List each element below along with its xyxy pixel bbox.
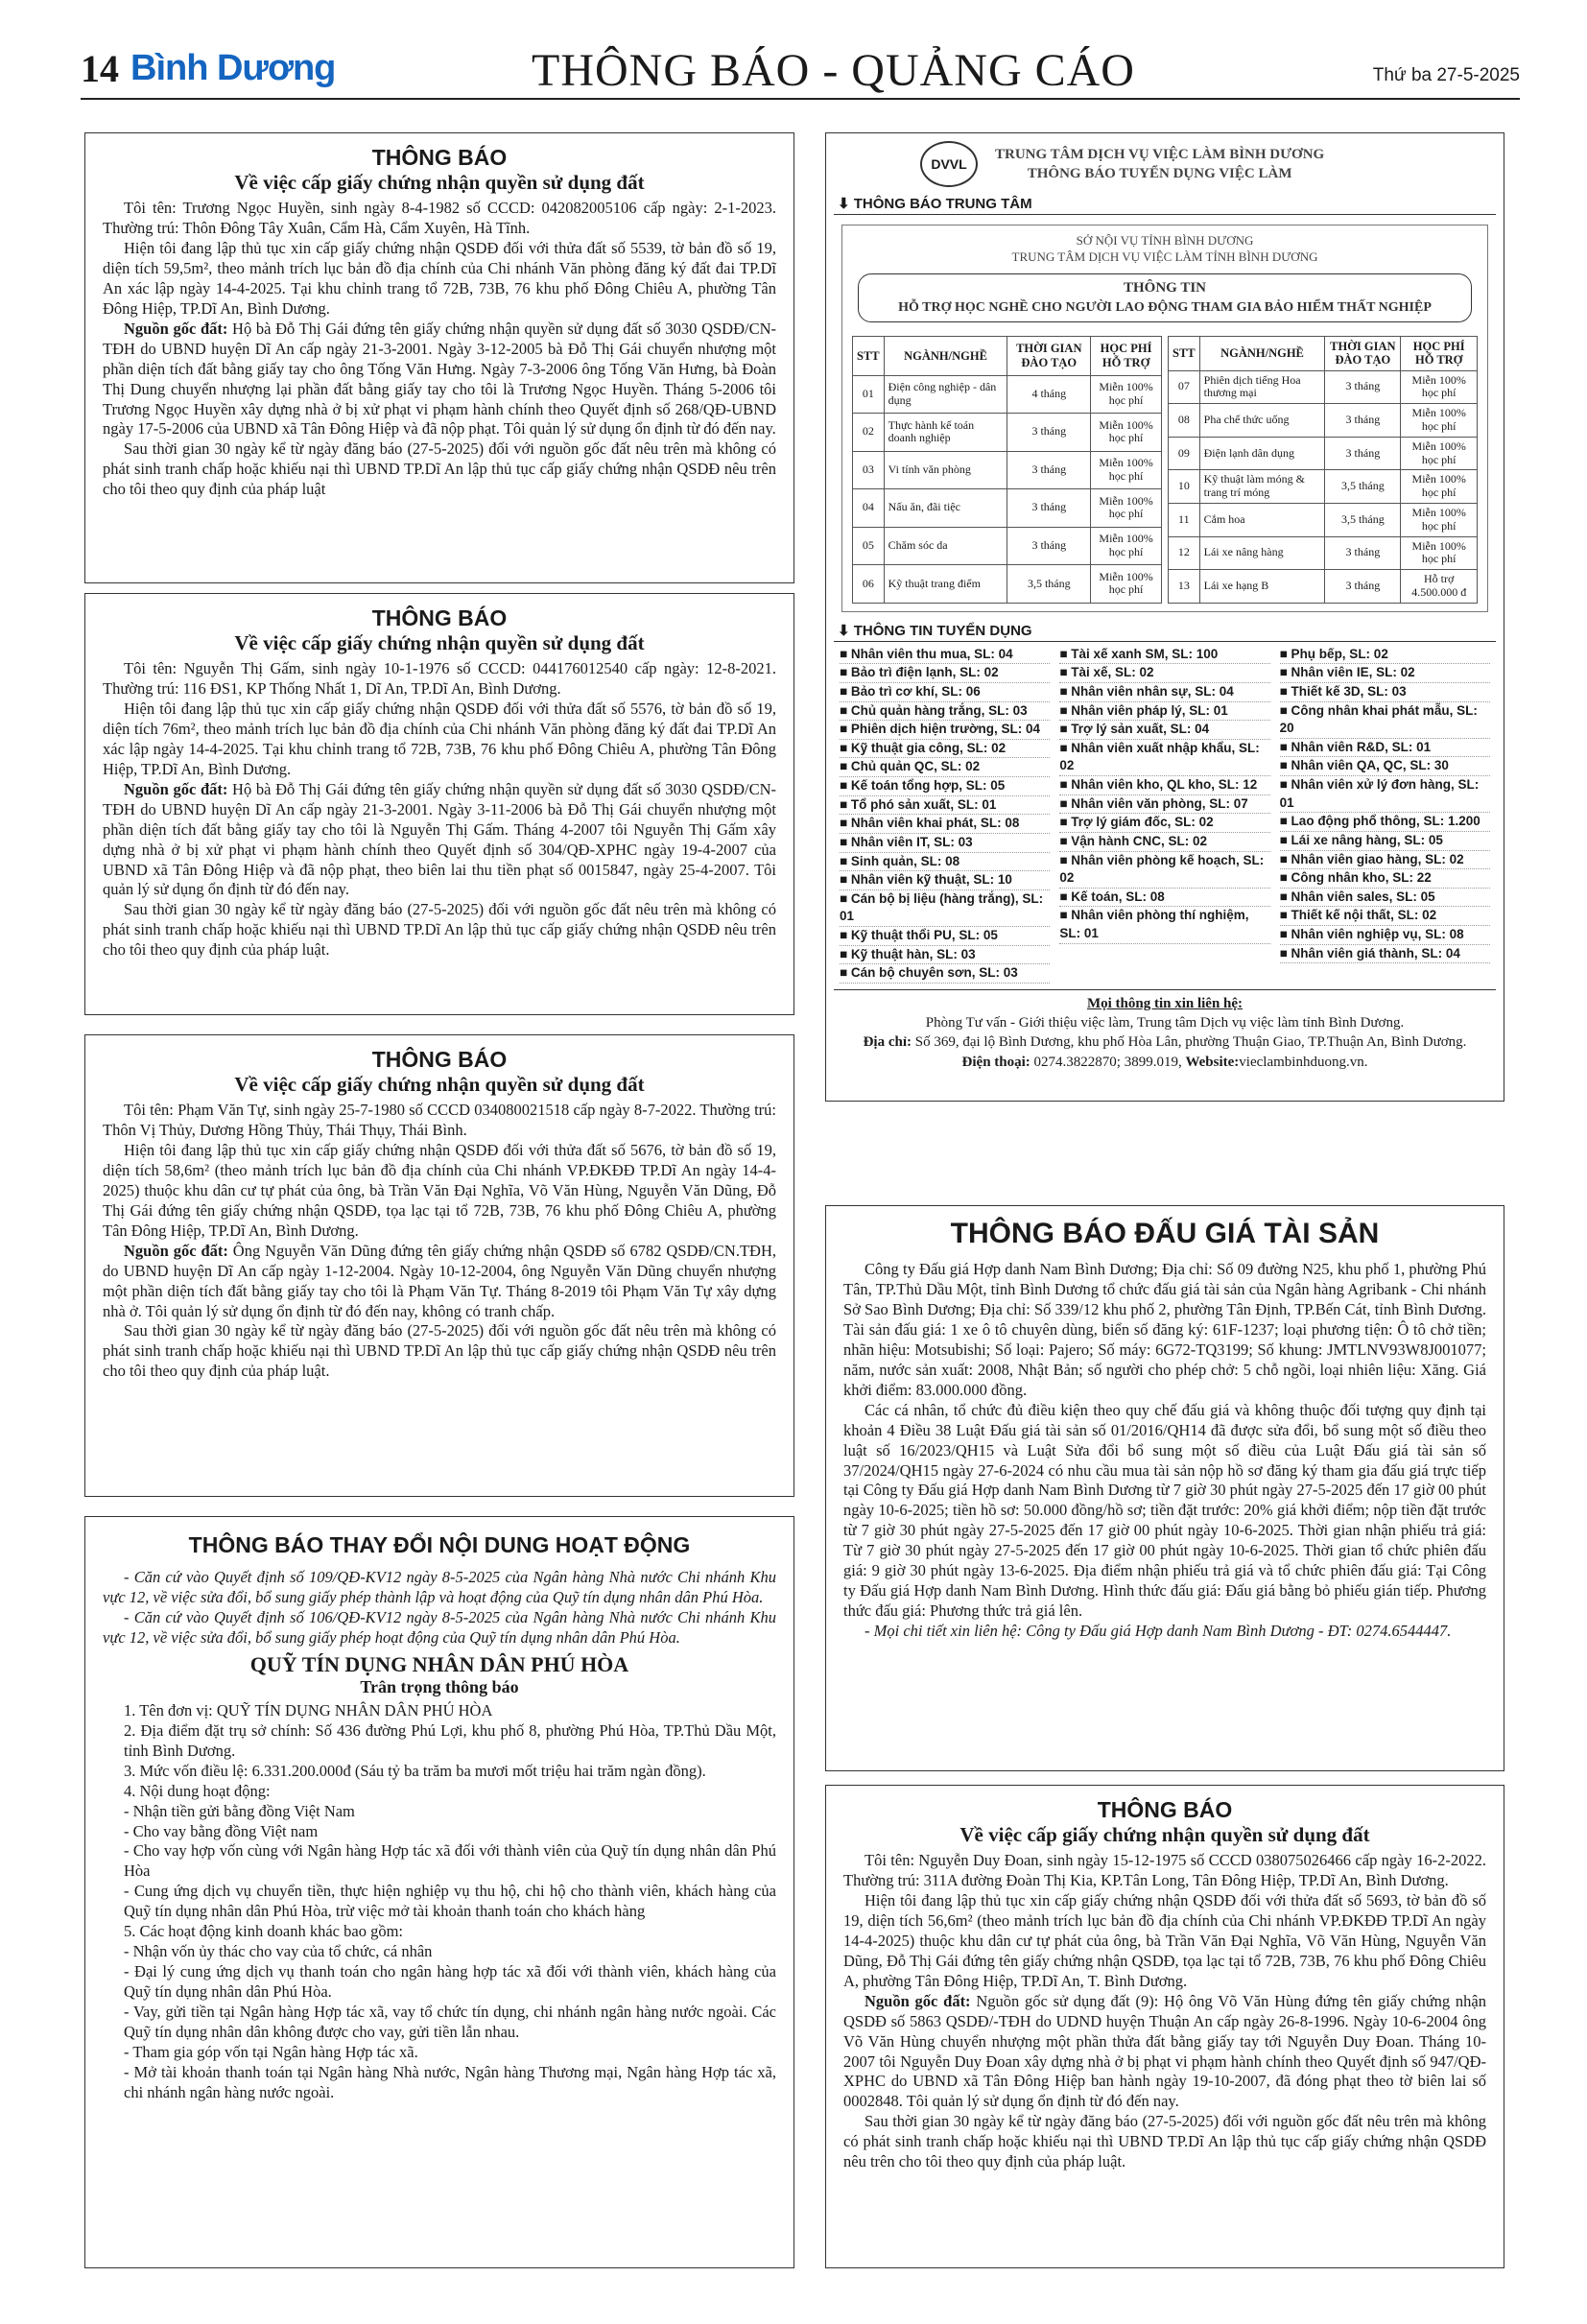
training-info-box — [841, 225, 1488, 612]
job-item: ■ Kỹ thuật hàn, SL: 03 — [840, 946, 1050, 965]
table-row — [1169, 404, 1478, 438]
job-column — [840, 646, 1050, 984]
notice-title: THÔNG BÁO THAY ĐỔI NỘI DUNG HOẠT ĐỘNG — [188, 1532, 691, 1557]
job-item: ■ Công nhân kho, SL: 22 — [1280, 869, 1490, 889]
job-list — [834, 642, 1496, 984]
notice-credit-fund — [84, 1516, 794, 2268]
address-label: Địa chỉ: — [863, 1034, 912, 1051]
table-cell: Miễn 100% học phí — [1401, 370, 1478, 404]
table-row — [1169, 536, 1478, 570]
table-cell: Điện công nghiệp - dân dụng — [884, 375, 1007, 414]
section-title: THÔNG BÁO - QUẢNG CÁO — [532, 45, 1135, 96]
job-item: ■ Phiên dịch hiện trường, SL: 04 — [840, 721, 1050, 740]
table-cell: 3 tháng — [1007, 527, 1091, 565]
list-item: - Cung ứng dịch vụ chuyển tiền, thực hiện nghiệp vụ thu hộ, chi hộ cho thành viên, khách hàng của Quỹ tín dụng nhân dân Phú Hòa, trừ việc mở tài khoản thanh toán cho khách hàng — [124, 1882, 776, 1921]
info-subtitle: HỖ TRỢ HỌC NGHỀ CHO NGƯỜI LAO ĐỘNG THAM GIA BẢO HIỂM THẤT NGHIỆP — [898, 299, 1432, 315]
page-number: 14 — [81, 47, 119, 90]
notice-land-5 — [825, 1785, 1504, 2268]
notice-title: THÔNG BÁO — [1097, 1797, 1233, 1822]
notice-paragraph: Tôi tên: Phạm Văn Tự, sinh ngày 25-7-1980 số CCCD 034080021518 cấp ngày 8-7-2022. Thường trú: Thôn Vị Thủy, Dương Hồng Thủy, Thái Thụy, Thái Bình. — [103, 1101, 776, 1139]
table-cell: 13 — [1169, 570, 1200, 604]
table-row — [1169, 570, 1478, 604]
table-cell: Nấu ăn, đãi tiệc — [884, 489, 1007, 528]
auction-notice — [825, 1205, 1504, 1771]
notice-paragraph: Tôi tên: Nguyễn Duy Đoan, sinh ngày 15-12-1975 số CCCD 038075026466 cấp ngày 16-2-2022. Thường trú: 311A đường Đoàn Thị Kia, KP.Tân Long, Tân Đông Hiệp, TP.Dĩ An, Bình Dương. — [843, 1851, 1486, 1889]
notice-paragraph — [843, 1992, 1486, 2113]
origin-text: Nguồn gốc sử dụng đất (9): Hộ ông Võ Văn Hùng đứng tên giấy chứng nhận QSDĐ số 5863 QSDĐ/-TĐH do UDND huyện Thuận An cấp ngày 26-8-1996. Ngày 10-6-2004 ông Võ Văn Hùng chuyển nhượng một phần thửa đất bằng giấy tay tới Nguyễn Duy Đoan. Tháng 10-2007 tôi Nguyễn Duy Đoan xây dựng nhà ở bị phạt vi phạm hành chính theo Quyết định số 947/QĐ-XPHC do UBND xã Tân Đông Hiệp ban hành ngày 19-10-2007, đã đóng phạt theo tờ biên lai số 0002848. Tôi quản lý sử dụng ổn định từ đó đến nay. — [843, 1991, 1486, 2111]
job-item: ■ Cán bộ chuyên sơn, SL: 03 — [840, 964, 1050, 984]
notice-paragraph: Sau thời gian 30 ngày kể từ ngày đăng báo (27-5-2025) đối với nguồn gốc đất nêu trên mà không có phát sinh tranh chấp hoặc khiếu nại thì UBND TP.Dĩ An lập thủ tục cấp giấy chứng nhận QSDĐ nêu trên cho tôi theo quy định của pháp luật. — [103, 1321, 776, 1381]
job-item: ■ Nhân viên khai phát, SL: 08 — [840, 815, 1050, 834]
table-header: HỌC PHÍ HỖ TRỢ — [1091, 336, 1162, 375]
table-row — [853, 527, 1162, 565]
table-row — [1169, 503, 1478, 536]
phone-label: Điện thoại: — [961, 1054, 1030, 1070]
table-cell: Miễn 100% học phí — [1091, 451, 1162, 489]
contact-address — [834, 1032, 1496, 1052]
notice-subtitle: Về việc cấp giấy chứng nhận quyền sử dụng đất — [234, 631, 645, 654]
job-item: ■ Kế toán tổng hợp, SL: 05 — [840, 777, 1050, 796]
notice-paragraph — [103, 320, 776, 440]
table-cell: 3 tháng — [1325, 570, 1401, 604]
job-item: ■ Nhân viên xử lý đơn hàng, SL: 01 — [1280, 776, 1490, 813]
notice-land-3 — [84, 1034, 794, 1497]
table-cell: 04 — [853, 489, 885, 528]
auction-paragraph: Các cá nhân, tổ chức đủ điều kiện theo quy chế đấu giá và không thuộc đối tượng quy định tại khoản 4 Điều 38 Luật Đấu giá tài sản số 01/2016/QH14 đã được sửa đổi, bổ sung một số điều theo luật số 16/2023/QH15 và Luật Sửa đổi bổ sung một số điều của Luật Đấu giá tài sản số 37/2024/QH15 ngày 27-6-2024 có nhu cầu mua tài sản nộp hồ sơ đăng ký tham gia đấu giá trực tiếp tại Công ty Đấu giá Hợp danh Nam Bình Dương từ 7 giờ 30 phút ngày 27-5-2025 đến 17 giờ 00 phút ngày 10-6-2025; tiền hồ sơ: 50.000 đồng/hồ sơ; tiền đặt trước: 20% giá khởi điểm; nộp tiền đặt trước từ 7 giờ 30 phút ngày 27-5-2025 đến 17 giờ 00 phút ngày 10-6-2025. Thời gian nhận phiếu trả giá: Từ 7 giờ 30 phút ngày 27-5-2025 đến 17 giờ 00 phút ngày 10-6-2025. Thời gian tổ chức phiên đấu giá: 9 giờ 30 phút ngày 13-6-2025. Địa điểm nhận phiếu trả giá và tổ chức phiên đấu giá: Tại Công ty Đấu giá Hợp danh Nam Bình Dương. Hình thức đấu giá: Đấu giá bằng bỏ phiếu gián tiếp. Phương thức đấu giá: Phương thức trả giá lên. — [843, 1400, 1486, 1621]
table-cell: 3 tháng — [1325, 437, 1401, 470]
table-header: THỜI GIAN ĐÀO TẠO — [1007, 336, 1091, 375]
job-item: ■ Cán bộ bị liệu (hàng trắng), SL: 01 — [840, 890, 1050, 927]
table-cell: Hỗ trợ 4.500.000 đ — [1401, 570, 1478, 604]
list-item: 2. Địa điểm đặt trụ sở chính: Số 436 đường Phú Lợi, khu phố 8, phường Phú Hòa, TP.Thủ Dầu Một, tỉnh Bình Dương. — [124, 1720, 776, 1760]
job-item: ■ Nhân viên giá thành, SL: 04 — [1280, 945, 1490, 964]
list-item: - Đại lý cung ứng dịch vụ thanh toán cho ngân hàng hợp tác xã đối với thành viên, khách hàng của Quỹ tín dụng nhân dân Phú Hòa. — [124, 1962, 776, 2002]
job-item: ■ Nhân viên pháp lý, SL: 01 — [1059, 702, 1269, 722]
auction-contact: - Mọi chi tiết xin liên hệ: Công ty Đấu giá Hợp danh Nam Bình Dương - ĐT: 0274.6544447. — [865, 1622, 1452, 1641]
table-cell: 3 tháng — [1325, 404, 1401, 438]
origin-text: Hộ bà Đỗ Thị Gái đứng tên giấy chứng nhận quyền sử dụng đất số 3030 QSDĐ/CN-TĐH do UBND huyện Dĩ An cấp ngày 21-3-2001. Ngày 3-11-2006 bà Đỗ Thị Gái chuyển nhượng một phần diện tích đất bằng giấy tay cho tôi là Nguyễn Thị Gấm. Tháng 4-2007 tôi Nguyễn Thị Gấm xây dựng nhà ở bị xử phạt vi phạm hành chính theo Quyết định số 304/QĐ-XPHC ngày 19-4-2007 của UBND xã Tân Đông Hiệp và đã nộp phạt, theo biên lai thu tiền phạt số 0015847, ngày 25-4-2007. Tôi quản lý sử dụng ổn định từ đó đến nay. — [103, 779, 776, 899]
list-item: - Vay, gửi tiền tại Ngân hàng Hợp tác xã, vay tổ chức tín dụng, chi nhánh ngân hàng nước ngoài. Các Quỹ tín dụng nhân dân không được cho vay, gửi tiền lẫn nhau. — [124, 2003, 776, 2042]
job-item: ■ Sinh quản, SL: 08 — [840, 853, 1050, 872]
job-column — [1280, 646, 1490, 984]
job-item: ■ Tổ phó sản xuất, SL: 01 — [840, 796, 1050, 816]
training-tables — [852, 336, 1478, 604]
list-item: - Cho vay bằng đồng Việt nam — [124, 1821, 319, 1840]
table-row — [853, 489, 1162, 528]
table-cell: 3 tháng — [1007, 414, 1091, 452]
info-banner — [858, 273, 1472, 322]
origin-text: Ông Nguyễn Văn Dũng đứng tên giấy chứng nhận QSDĐ số 6782 QSDĐ/CN.TĐH, do UBND huyện Dĩ An cấp ngày 1-12-2004. Ngày 10-12-2004, ông Nguyễn Văn Dũng chuyển nhượng một phần diện tích đất bằng giấy tay cho tôi là Phạm Văn Tự. Tháng 8-2019 tôi Phạm Văn Tự xây dựng nhà ở. Tôi quản lý sử dụng ổn định từ đó đến nay, không có tranh chấp. — [103, 1241, 776, 1320]
job-item: ■ Nhân viên phòng kế hoạch, SL: 02 — [1059, 852, 1269, 889]
table-cell: Pha chế thức uống — [1199, 404, 1325, 438]
table-cell: 3,5 tháng — [1007, 565, 1091, 604]
table-cell: 3 tháng — [1007, 489, 1091, 528]
table-header: HỌC PHÍ HỖ TRỢ — [1401, 336, 1478, 370]
phone-text: 0274.3822870; 3899.019, — [1030, 1054, 1186, 1070]
table-cell: Miễn 100% học phí — [1401, 470, 1478, 504]
notice-paragraph: Hiện tôi đang lập thủ tục xin cấp giấy chứng nhận QSDĐ đối với thửa đất số 5539, tờ bản đồ số 19, diện tích 59,5m², theo mảnh trích lục bản đồ địa chính của Chi nhánh Văn phòng đăng ký đất đai TP.Dĩ An xác lập ngày 14-4-2025. Tại khu chỉnh trang tổ 72B, 73B, 76 khu phố Đông Chiêu A, phường Tân Đông Hiệp, TP.Dĩ An, Bình Dương. — [103, 238, 776, 318]
table-cell: Miễn 100% học phí — [1401, 503, 1478, 536]
auction-paragraph: Công ty Đấu giá Hợp danh Nam Bình Dương; Địa chỉ: Số 09 đường N25, khu phố 1, phường Phú Tân, TP.Thủ Dầu Một, tỉnh Bình Dương tổ chức đấu giá tài sản của Ngân hàng Agribank - Chi nhánh Sở Sao Bình Dương; Địa chỉ: Số 339/12 khu phố 2, phường Tân Định, TP.Bến Cát, tỉnh Bình Dương. Tài sản đấu giá: 1 xe ô tô chuyên dùng, biển số đăng ký: 61F-1237; loại phương tiện: Ô tô chở tiền; nhãn hiệu: Motsubishi; Số loại: Pajero; Số máy: 6G72-TQ3199; Số khung: JMTLNV93W8J001077; năm, nước sản xuất: 2008, Nhật Bản; số người cho phép chở: 5 chỗ ngồi, loại nhiên liệu: Xăng. Giá khởi điểm: 83.000.000 đồng. — [843, 1260, 1486, 1399]
job-item: ■ Nhân viên phòng thí nghiệm, SL: 01 — [1059, 907, 1269, 943]
job-item: ■ Kỹ thuật gia công, SL: 02 — [840, 740, 1050, 759]
address-text: Số 369, đại lộ Bình Dương, khu phố Hòa Lân, phường Thuận Giao, TP.Thuận An, Bình Dương. — [911, 1034, 1467, 1051]
job-item: ■ Thiết kế nội thất, SL: 02 — [1280, 907, 1490, 926]
job-item: ■ Lái xe nâng hàng, SL: 05 — [1280, 832, 1490, 851]
web-text: vieclambinhduong.vn. — [1239, 1054, 1368, 1070]
list-item: 1. Tên đơn vị: QUỸ TÍN DỤNG NHÂN DÂN PHÚ HÒA — [124, 1700, 493, 1719]
contact-phone — [834, 1053, 1496, 1072]
table-cell: 11 — [1169, 503, 1200, 536]
table-cell: Miễn 100% học phí — [1091, 375, 1162, 414]
table-cell: 3 tháng — [1325, 370, 1401, 404]
job-item: ■ Tài xế xanh SM, SL: 100 — [1059, 646, 1269, 665]
job-item: ■ Nhân viên R&D, SL: 01 — [1280, 739, 1490, 758]
job-item: ■ Nhân viên xuất nhập khẩu, SL: 02 — [1059, 740, 1269, 776]
table-cell: 3,5 tháng — [1325, 470, 1401, 504]
table-cell: Miễn 100% học phí — [1091, 565, 1162, 604]
org-line: THÔNG BÁO TUYỂN DỤNG VIỆC LÀM — [1027, 166, 1292, 181]
job-item: ■ Nhân viên nghiệp vụ, SL: 08 — [1280, 926, 1490, 945]
table-cell: 4 tháng — [1007, 375, 1091, 414]
arrow-icon: ⬇ — [838, 196, 854, 212]
list-item: - Nhận tiền gửi bằng đồng Việt Nam — [124, 1801, 355, 1820]
table-row — [1169, 437, 1478, 470]
notice-subtitle: Về việc cấp giấy chứng nhận quyền sử dụng đất — [234, 171, 645, 194]
table-cell: Miễn 100% học phí — [1401, 536, 1478, 570]
job-center-org — [995, 145, 1324, 184]
table-row — [853, 375, 1162, 414]
table-cell: Lái xe hạng B — [1199, 570, 1325, 604]
table-cell: 08 — [1169, 404, 1200, 438]
job-item: ■ Chủ quản QC, SL: 02 — [840, 758, 1050, 777]
notice-paragraph: - Căn cứ vào Quyết định số 109/QĐ-KV12 ngày 8-5-2025 của Ngân hàng Nhà nước Chi nhánh Khu vực 12, về việc sửa đổi, bổ sung giấy phép thành lập và hoạt động của Quỹ tín dụng nhân dân Phú Hòa. — [103, 1568, 776, 1606]
contact-line: Phòng Tư vấn - Giới thiệu việc làm, Trung tâm Dịch vụ việc làm tỉnh Bình Dương. — [925, 1015, 1405, 1032]
table-row — [853, 451, 1162, 489]
job-item: ■ Nhân viên văn phòng, SL: 07 — [1059, 795, 1269, 815]
job-item: ■ Công nhân khai phát mẫu, SL: 20 — [1280, 702, 1490, 739]
table-cell: 05 — [853, 527, 885, 565]
origin-text: Hộ bà Đỗ Thị Gái đứng tên giấy chứng nhận quyền sử dụng đất số 3030 QSDĐ/CN-TĐH do UBND huyện Dĩ An cấp ngày 21-3-2001. Ngày 3-12-2005 bà Đỗ Thị Gái chuyển nhượng một phần diện tích đất bằng giấy tay cho ông Tống Văn Hưng. Ngày 7-3-2006 ông Tống Văn Hưng, bà Đoàn Thị Dung chuyển nhượng lại phần đất bằng giấy tay cho tôi là Trương Ngọc Huyền. Tháng 5-2006 tôi Trương Ngọc Huyền xây dựng nhà ở bị xử phạt vi phạm hành chính theo Quyết định số 268/QĐ-UBND ngày 17-5-2006 của UBND xã Tân Đông Hiệp và đã nộp phạt. Tôi quản lý sử dụng ổn định từ đó đến nay. — [103, 319, 776, 439]
job-item: ■ Nhân viên sales, SL: 05 — [1280, 889, 1490, 908]
list-item: 3. Mức vốn điều lệ: 6.331.200.000đ (Sáu tỷ ba trăm ba mươi mốt triệu hai trăm ngàn đồng). — [124, 1761, 706, 1780]
table-cell: Miễn 100% học phí — [1401, 437, 1478, 470]
table-cell: Lái xe nâng hàng — [1199, 536, 1325, 570]
table-cell: 3 tháng — [1007, 451, 1091, 489]
newspaper-logo: Bình Dương — [130, 48, 336, 88]
job-item: ■ Nhân viên IT, SL: 03 — [840, 834, 1050, 853]
notice-land-1 — [84, 132, 794, 583]
notice-paragraph — [103, 1242, 776, 1322]
job-item: ■ Bảo trì điện lạnh, SL: 02 — [840, 664, 1050, 683]
notice-title: THÔNG BÁO — [371, 1047, 508, 1072]
table-cell: 3 tháng — [1325, 536, 1401, 570]
job-item: ■ Chủ quản hàng trắng, SL: 03 — [840, 702, 1050, 722]
job-item: ■ Nhân viên QA, QC, SL: 30 — [1280, 757, 1490, 776]
table-cell: 06 — [853, 565, 885, 604]
table-header: STT — [1169, 336, 1200, 370]
job-item: ■ Trợ lý sản xuất, SL: 04 — [1059, 721, 1269, 740]
org-name: QUỸ TÍN DỤNG NHÂN DÂN PHÚ HÒA — [249, 1651, 629, 1676]
table-row — [1169, 470, 1478, 504]
job-column — [1059, 646, 1269, 984]
table-cell: Miễn 100% học phí — [1091, 489, 1162, 528]
dvvl-logo: DVVL — [920, 141, 978, 187]
job-item: ■ Tài xế, SL: 02 — [1059, 664, 1269, 683]
web-label: Website: — [1185, 1054, 1240, 1070]
job-item: ■ Nhân viên IE, SL: 02 — [1280, 664, 1490, 683]
table-cell: 02 — [853, 414, 885, 452]
training-table-right — [1168, 336, 1478, 604]
notice-paragraph: Hiện tôi đang lập thủ tục xin cấp giấy chứng nhận QSDĐ đối với thửa đất số 5576, tờ bản đồ số 19, diện tích 76m², theo mảnh trích lục bản đồ địa chính của Chi nhánh Văn phòng đăng ký đất đai TP.Dĩ An xác lập ngày 14-4-2025. Tại khu chỉnh trang tổ 72B, 73B, 76 khu phố Đông Chiêu A, phường Tân Đông Hiệp, TP.Dĩ An, Bình Dương. — [103, 699, 776, 778]
dept-line: TRUNG TÂM DỊCH VỤ VIỆC LÀM TỈNH BÌNH DƯƠNG — [1011, 249, 1318, 264]
job-item: ■ Kế toán, SL: 08 — [1059, 889, 1269, 908]
notice-paragraph: Tôi tên: Nguyễn Thị Gấm, sinh ngày 10-1-1976 số CCCD: 044176012540 cấp ngày: 12-8-2021. Thường trú: 116 ĐS1, KP Thống Nhất 1, Dĩ An, TP.Dĩ An, Bình Dương. — [103, 659, 776, 698]
table-cell: Phiên dịch tiếng Hoa thương mại — [1199, 370, 1325, 404]
table-cell: 07 — [1169, 370, 1200, 404]
notice-paragraph: Tôi tên: Trương Ngọc Huyền, sinh ngày 8-4-1982 số CCCD: 042082005106 cấp ngày: 2-1-2023. Thường trú: Thôn Đông Tây Xuân, Cẩm Hà, Cẩm Xuyên, Hà Tĩnh. — [103, 199, 776, 237]
notice-title: THÔNG BÁO — [371, 145, 508, 170]
list-item: - Nhận vốn ủy thác cho vay của tổ chức, cá nhân — [124, 1942, 433, 1961]
table-header: THỜI GIAN ĐÀO TẠO — [1325, 336, 1401, 370]
origin-label: Nguồn gốc đất: — [124, 319, 228, 338]
table-header: STT — [853, 336, 885, 375]
notice-paragraph — [103, 780, 776, 901]
job-item: ■ Lao động phổ thông, SL: 1.200 — [1280, 813, 1490, 832]
dept-line: SỞ NỘI VỤ TỈNH BÌNH DƯƠNG — [1076, 233, 1254, 248]
table-header: NGÀNH/NGHỀ — [1199, 336, 1325, 370]
list-item: - Cho vay hợp vốn cùng với Ngân hàng Hợp tác xã đối với thành viên của Quỹ tín dụng nhân dân Phú Hòa — [124, 1841, 776, 1881]
notice-subtitle: Về việc cấp giấy chứng nhận quyền sử dụng đất — [234, 1073, 645, 1096]
table-cell: 01 — [853, 375, 885, 414]
issue-date: Thứ ba 27-5-2025 — [1372, 65, 1520, 85]
list-item: 5. Các hoạt động kinh doanh khác bao gồm: — [124, 1922, 403, 1941]
job-center-ad — [825, 132, 1504, 1102]
job-item: ■ Nhân viên giao hàng, SL: 02 — [1280, 851, 1490, 870]
job-item: ■ Nhân viên kho, QL kho, SL: 12 — [1059, 776, 1269, 795]
table-row — [853, 565, 1162, 604]
job-center-header — [834, 141, 1496, 187]
job-item: ■ Nhân viên thu mua, SL: 04 — [840, 646, 1050, 665]
contact-info — [834, 989, 1496, 1072]
table-row — [1169, 370, 1478, 404]
notice-paragraph: Sau thời gian 30 ngày kể từ ngày đăng báo (27-5-2025) đối với nguồn gốc đất nêu trên mà không có phát sinh tranh chấp hoặc khiếu nại thì UBND TP.Dĩ An lập thủ tục cấp giấy chứng nhận QSDĐ nêu trên cho tôi theo quy định của pháp luật. — [843, 2112, 1486, 2171]
table-cell: Chăm sóc da — [884, 527, 1007, 565]
section-bar-recruit — [834, 620, 1496, 642]
auction-title: THÔNG BÁO ĐẤU GIÁ TÀI SẢN — [950, 1218, 1380, 1249]
info-title: THÔNG TIN — [1124, 279, 1206, 296]
training-table-left — [852, 336, 1162, 604]
section-label: THÔNG TIN TUYỂN DỤNG — [853, 622, 1032, 639]
table-cell: Thực hành kế toán doanh nghiệp — [884, 414, 1007, 452]
arrow-icon: ⬇ — [838, 622, 854, 639]
job-item: ■ Trợ lý giám đốc, SL: 02 — [1059, 814, 1269, 833]
origin-label: Nguồn gốc đất: — [124, 779, 228, 798]
job-item: ■ Thiết kế 3D, SL: 03 — [1280, 683, 1490, 702]
org-sub: Trân trọng thông báo — [360, 1676, 519, 1696]
notice-paragraph: Sau thời gian 30 ngày kể từ ngày đăng báo (27-5-2025) đối với nguồn gốc đất nêu trên mà không có phát sinh tranh chấp hoặc khiếu nại thì UBND TP.Dĩ An lập thủ tục cấp giấy chứng nhận QSDĐ nêu trên cho tôi theo quy định của pháp luật. — [103, 900, 776, 960]
job-item: ■ Kỹ thuật thổi PU, SL: 05 — [840, 927, 1050, 946]
origin-label: Nguồn gốc đất: — [124, 1241, 228, 1260]
table-cell: Vi tính văn phòng — [884, 451, 1007, 489]
table-header: NGÀNH/NGHỀ — [884, 336, 1007, 375]
job-item: ■ Nhân viên kỹ thuật, SL: 10 — [840, 871, 1050, 890]
list-item: - Tham gia góp vốn tại Ngân hàng Hợp tác xã. — [124, 2043, 418, 2062]
notice-land-2 — [84, 593, 794, 1015]
table-row — [853, 414, 1162, 452]
list-item: - Mở tài khoản thanh toán tại Ngân hàng Nhà nước, Ngân hàng Thương mại, Ngân hàng Hợp tác xã, chi nhánh ngân hàng nước ngoài. — [124, 2062, 776, 2101]
notice-paragraph: Hiện tôi đang lập thủ tục xin cấp giấy chứng nhận QSDĐ đối với thửa đất số 5693, tờ bản đồ số 19, diện tích 56,6m² (theo mảnh trích lục bản đồ địa chính của Chi nhánh VP.ĐKĐĐ TP.Dĩ An ngày 14-4-2025) thuộc khu dân cư tự phát của ông, bà Trần Văn Đại Nghĩa, Võ Văn Hùng, Nguyễn Văn Dũng, Đỗ Thị Gái đứng tên giấy chứng nhận QSDĐ, tọa lạc tại tổ 72B, 73B, 76 khu phố Đông Chiêu A, phường Tân Đông Hiệp, TP.Dĩ An, T. Bình Dương. — [843, 1890, 1486, 1990]
table-cell: Cắm hoa — [1199, 503, 1325, 536]
fund-item-list — [103, 1701, 776, 2103]
job-item: ■ Nhân viên nhân sự, SL: 04 — [1059, 683, 1269, 702]
table-cell: 10 — [1169, 470, 1200, 504]
notice-title: THÔNG BÁO — [371, 605, 508, 630]
origin-label: Nguồn gốc đất: — [865, 1991, 971, 2010]
job-item: ■ Phụ bếp, SL: 02 — [1280, 646, 1490, 665]
notice-paragraph: Hiện tôi đang lập thủ tục xin cấp giấy chứng nhận QSDĐ đối với thửa đất số 5676, tờ bản đồ số 19, diện tích 58,6m² (theo mảnh trích lục bản đồ địa chính của Chi nhánh VP.ĐKĐĐ TP.Dĩ An ngày 14-4-2025) thuộc khu dân cư tự phát của ông, bà Trần Văn Đại Nghĩa, Võ Văn Hùng, Nguyễn Văn Dũng, Đỗ Thị Gái đứng tên giấy chứng nhận QSDĐ, tọa lạc tại tổ 72B, 73B, 76 khu phố Đông Chiêu A, phường Tân Đông Hiệp, TP.Dĩ An, Bình Dương. — [103, 1140, 776, 1240]
table-cell: 09 — [1169, 437, 1200, 470]
list-item: 4. Nội dung hoạt động: — [124, 1781, 271, 1800]
notice-subtitle: Về việc cấp giấy chứng nhận quyền sử dụng đất — [959, 1823, 1370, 1846]
notice-paragraph: - Căn cứ vào Quyết định số 106/QĐ-KV12 ngày 8-5-2025 của Ngân hàng Nhà nước Chi nhánh Khu vực 12, về việc sửa đổi, bổ sung giấy phép hoạt động của Quỹ tín dụng nhân dân Phú Hòa. — [103, 1607, 776, 1647]
section-label: THÔNG BÁO TRUNG TÂM — [853, 196, 1032, 212]
table-cell: 03 — [853, 451, 885, 489]
job-item: ■ Vận hành CNC, SL: 02 — [1059, 833, 1269, 852]
table-cell: 12 — [1169, 536, 1200, 570]
org-line: TRUNG TÂM DỊCH VỤ VIỆC LÀM BÌNH DƯƠNG — [995, 146, 1325, 162]
table-cell: Miễn 100% học phí — [1091, 414, 1162, 452]
section-bar-center — [834, 193, 1496, 215]
table-cell: Kỹ thuật làm móng & trang trí móng — [1199, 470, 1325, 504]
table-cell: 3,5 tháng — [1325, 503, 1401, 536]
notice-paragraph: Sau thời gian 30 ngày kể từ ngày đăng báo (27-5-2025) đối với nguồn gốc đất nêu trên mà không có phát sinh tranh chấp hoặc khiếu nại thì UBND TP.Dĩ An lập thủ tục cấp giấy chứng nhận QSDĐ nêu trên cho tôi theo quy định của pháp luật — [103, 439, 776, 499]
table-cell: Miễn 100% học phí — [1401, 404, 1478, 438]
table-cell: Miễn 100% học phí — [1091, 527, 1162, 565]
table-cell: Điện lạnh dân dụng — [1199, 437, 1325, 470]
contact-title: Mọi thông tin xin liên hệ: — [1086, 995, 1244, 1011]
table-cell: Kỹ thuật trang điểm — [884, 565, 1007, 604]
page-header — [81, 44, 1520, 100]
job-item: ■ Bảo trì cơ khí, SL: 06 — [840, 683, 1050, 702]
